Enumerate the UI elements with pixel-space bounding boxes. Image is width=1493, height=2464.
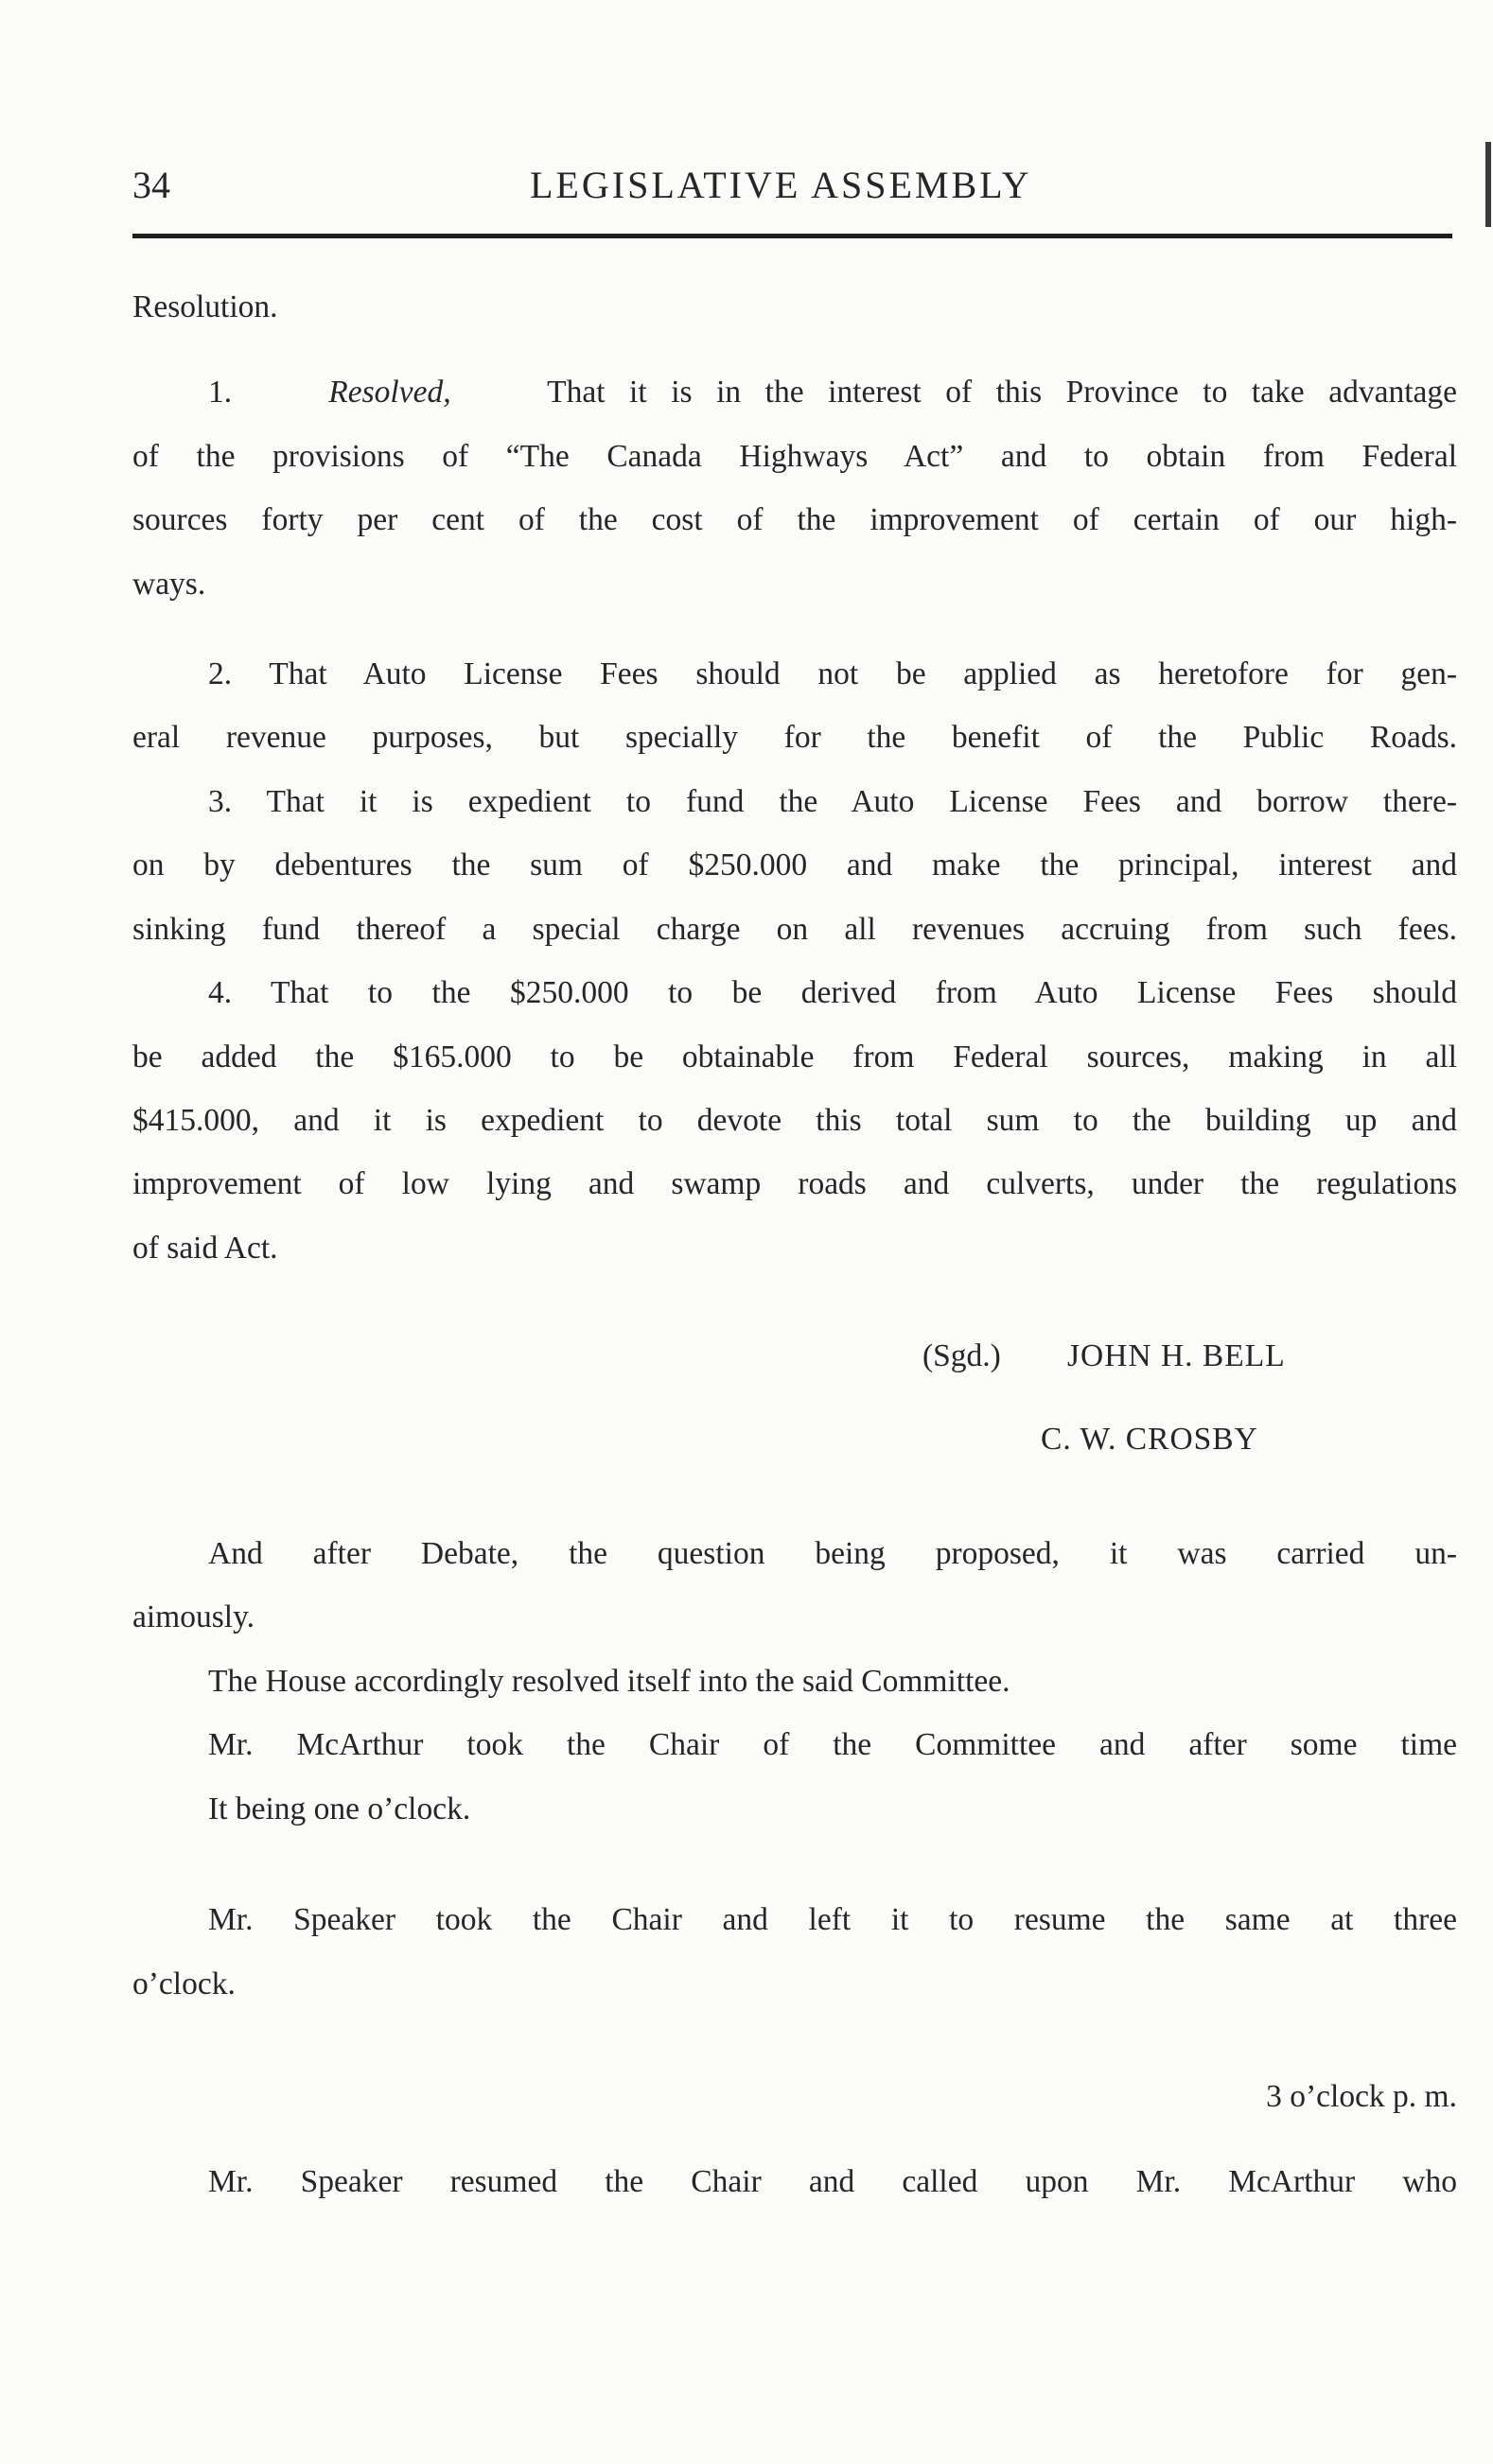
- speaker-line-2: o’clock.: [132, 1966, 236, 2001]
- time-heading: 3 o’clock p. m.: [1266, 2079, 1457, 2114]
- signature-prefix: (Sgd.): [922, 1338, 1001, 1373]
- resolution-2-line-2: eral revenue purposes, but specially for the benefit of the Public Roads.: [132, 720, 1457, 755]
- speaker-line-1: Mr. Speaker took the Chair and left it to resume the same at three: [208, 1902, 1457, 1937]
- resolution-4-line-1: 4. That to the $250.000 to be derived from Auto License Fees should: [208, 975, 1457, 1010]
- resolution-1-line-1: [132, 374, 1457, 411]
- resolution-2-line-1: 2. That Auto License Fees should not be applied as heretofore for gen-: [208, 656, 1457, 691]
- resolution-4-line-3: $415.000, and it is expedient to devote this total sum to the building up and: [132, 1103, 1457, 1138]
- section-heading: Resolution.: [132, 289, 278, 324]
- resolution-3-line-1: 3. That it is expedient to fund the Auto License Fees and borrow there-: [208, 784, 1457, 819]
- page-number: 34: [132, 164, 170, 206]
- resolution-1-line-2: of the provisions of “The Canada Highways Act” and to obtain from Federal: [132, 439, 1457, 474]
- resolution-1-line-3: sources forty per cent of the cost of the improvement of certain of our high-: [132, 502, 1457, 537]
- running-header-title: LEGISLATIVE ASSEMBLY: [530, 164, 1032, 206]
- page-edge-mark: [1485, 142, 1491, 227]
- resolution-3-line-3: sinking fund thereof a special charge on all revenues accruing from such fees.: [132, 912, 1457, 947]
- chair-line-1: Mr. McArthur took the Chair of the Committee and after some time: [208, 1727, 1457, 1762]
- committee-resolved: The House accordingly resolved itself into the said Committee.: [208, 1664, 1010, 1699]
- signature-c-w-crosby: C. W. CROSBY: [1041, 1422, 1258, 1457]
- resolution-4-line-4: improvement of low lying and swamp roads and culverts, under the regulations: [132, 1166, 1457, 1201]
- resolution-1-line-4: ways.: [132, 567, 206, 602]
- resolution-1-number: 1.: [208, 375, 233, 410]
- resolution-3-line-2: on by debentures the sum of $250.000 and make the principal, interest and: [132, 848, 1457, 882]
- resumed-line-1: Mr. Speaker resumed the Chair and called upon Mr. McArthur who: [208, 2164, 1457, 2199]
- resolution-1-keyword: Resolved,: [328, 375, 451, 410]
- resolution-1-text: That it is in the interest of this Province to take advantage: [547, 375, 1457, 410]
- resolution-4-line-5: of said Act.: [132, 1231, 278, 1266]
- header-rule: [132, 234, 1452, 238]
- resolution-4-line-2: be added the $165.000 to be obtainable from Federal sources, making in all: [132, 1040, 1457, 1075]
- signature-john-h-bell: JOHN H. BELL: [1067, 1338, 1286, 1373]
- chair-line-2: It being one o’clock.: [208, 1791, 471, 1826]
- debate-line-2: aimously.: [132, 1599, 255, 1634]
- debate-line-1: And after Debate, the question being proposed, it was carried un-: [208, 1536, 1457, 1571]
